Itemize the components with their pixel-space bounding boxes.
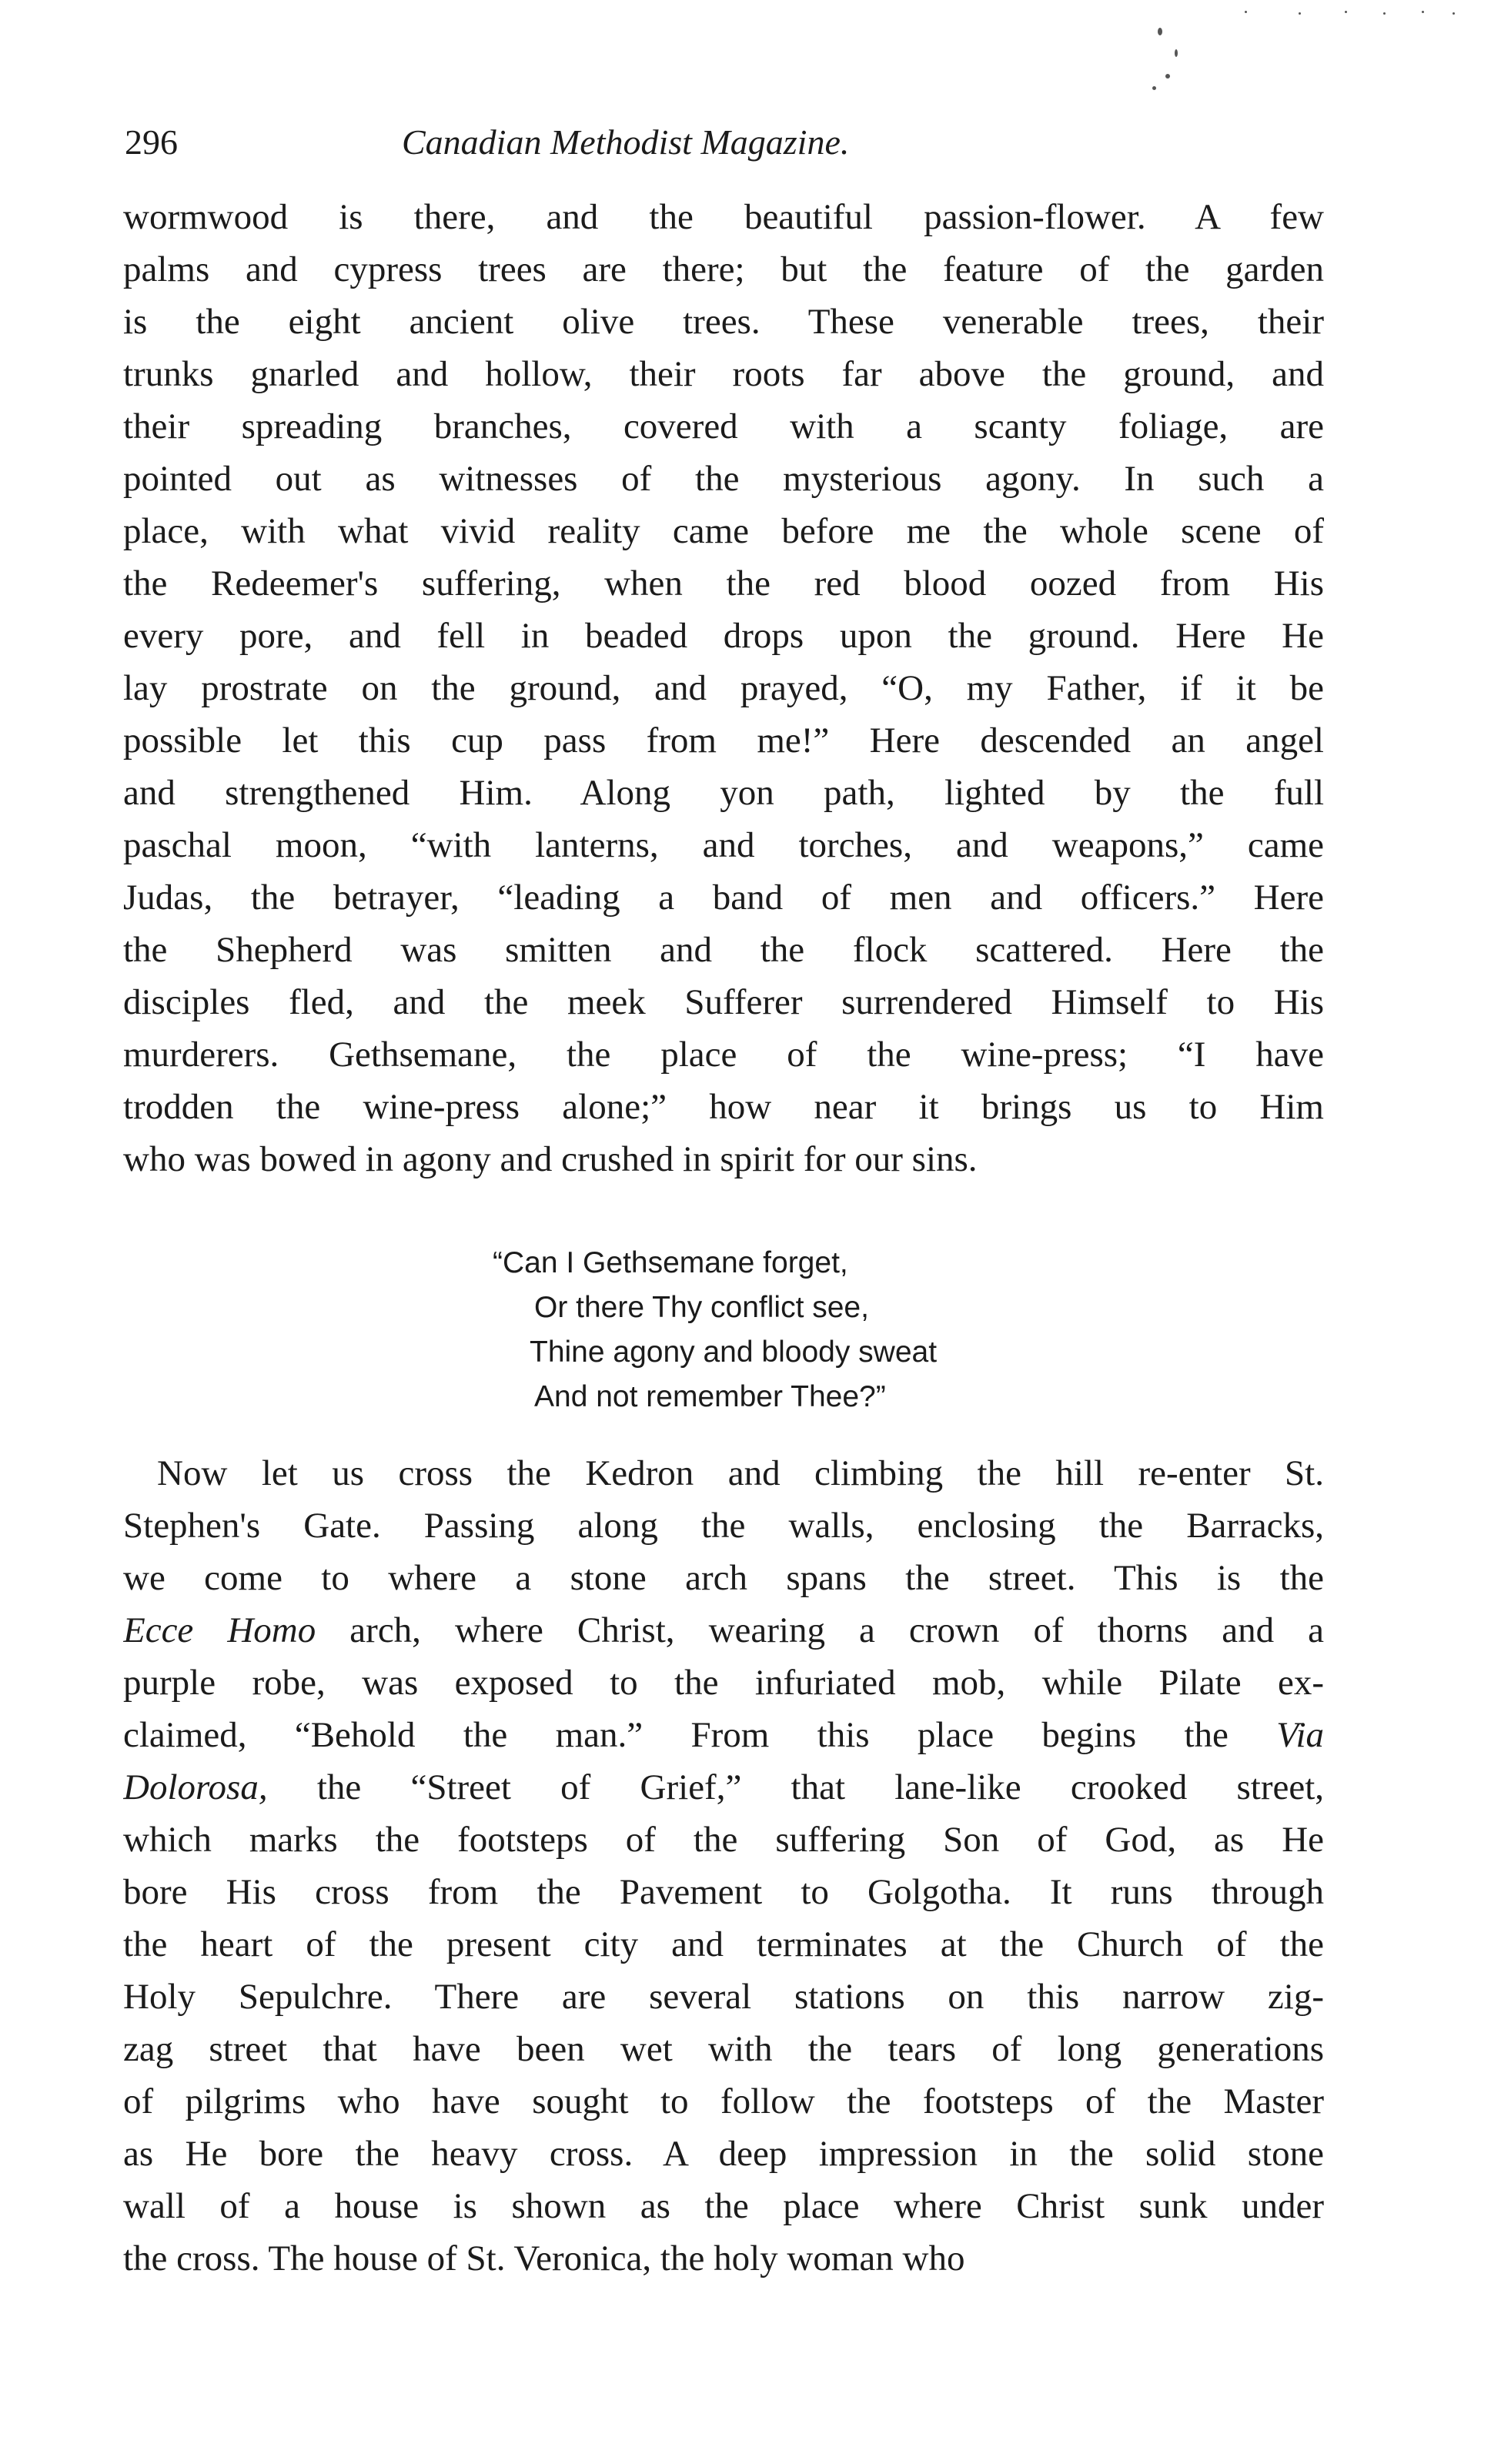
- text-run: the heart of the present city and terminates at the Church of the: [123, 1924, 1324, 1964]
- text-line: the Shepherd was smitten and the flock scattered. Here the: [123, 930, 1324, 970]
- text-line: [123, 1761, 1324, 1814]
- text-run: Now let us cross the Kedron and climbing the hill re-enter St.: [157, 1453, 1324, 1493]
- text-line: [123, 1447, 1324, 1499]
- text-line: Judas, the betrayer, “leading a band of men and officers.” Here: [123, 878, 1324, 918]
- text-line: and strengthened Him. Along yon path, lighted by the full: [123, 773, 1324, 813]
- running-head: [125, 115, 1310, 169]
- text-line: [123, 1552, 1324, 1604]
- magazine-title: Canadian Methodist Magazine.: [402, 122, 850, 162]
- text-line: [123, 2180, 1324, 2232]
- text-line: the Redeemer's suffering, when the red blood oozed from His: [123, 563, 1324, 603]
- text-run: which marks the footsteps of the suffering Son of God, as He: [123, 1820, 1324, 1860]
- text-line: paschal moon, “with lanterns, and torches, and weapons,” came: [123, 825, 1324, 865]
- text-line: [123, 2075, 1324, 2128]
- text-run: purple robe, was exposed to the infuriated mob, while Pilate ex-: [123, 1663, 1324, 1703]
- text-run: as He bore the heavy cross. A deep impression in the solid stone: [123, 2134, 1324, 2174]
- text-line: [123, 1709, 1324, 1761]
- text-line: [123, 1814, 1324, 1866]
- text-line: is the eight ancient olive trees. These venerable trees, their: [123, 302, 1324, 342]
- text-run: of pilgrims who have sought to follow the footsteps of the Master: [123, 2081, 1324, 2121]
- text-line: lay prostrate on the ground, and prayed, “O, my Father, if it be: [123, 668, 1324, 708]
- scan-specks: [1039, 0, 1501, 92]
- text-line: every pore, and fell in beaded drops upon the ground. Here He: [123, 616, 1324, 656]
- verse-line: Thine agony and bloody sweat: [530, 1336, 938, 1369]
- text-line: their spreading branches, covered with a scanty foliage, are: [123, 406, 1324, 446]
- text-line: trunks gnarled and hollow, their roots far above the ground, and: [123, 354, 1324, 394]
- text-line: place, with what vivid reality came before me the whole scene of: [123, 511, 1324, 551]
- page-number: 296: [125, 122, 178, 162]
- text-line: [123, 2023, 1324, 2075]
- text-run: the cross. The house of St. Veronica, the holy woman who: [123, 2238, 965, 2278]
- text-line: wormwood is there, and the beautiful passion-flower. A few: [123, 197, 1324, 237]
- text-line: palms and cypress trees are there; but the feature of the garden: [123, 249, 1324, 289]
- verse-line: “Can I Gethsemane forget,: [493, 1246, 848, 1279]
- italic-phrase: Via: [1276, 1715, 1324, 1755]
- paragraph-gethsemane: [123, 191, 1324, 1185]
- text-line: trodden the wine-press alone;” how near it brings us to Him: [123, 1087, 1324, 1127]
- paragraph-via-dolorosa: [123, 1447, 1324, 2285]
- text-run: wall of a house is shown as the place where Christ sunk under: [123, 2186, 1324, 2226]
- text-line: pointed out as witnesses of the mysterious agony. In such a: [123, 459, 1324, 499]
- text-line: [123, 2128, 1324, 2180]
- italic-phrase: Dolorosa,: [123, 1767, 268, 1807]
- text-line: [123, 1499, 1324, 1552]
- text-line: [123, 1866, 1324, 1918]
- text-run: arch, where Christ, wearing a crown of thorns and a: [316, 1610, 1324, 1650]
- text-line: disciples fled, and the meek Sufferer surrendered Himself to His: [123, 982, 1324, 1022]
- text-run: claimed, “Behold the man.” From this place begins the: [123, 1715, 1277, 1755]
- hymn-verse: [493, 1241, 1078, 1419]
- verse-line: And not remember Thee?”: [534, 1380, 886, 1413]
- text-run: Stephen's Gate. Passing along the walls, enclosing the Barracks,: [123, 1506, 1324, 1546]
- text-line: [123, 1657, 1324, 1709]
- text-run: we come to where a stone arch spans the street. This is the: [123, 1558, 1324, 1598]
- italic-phrase: Ecce Homo: [123, 1610, 316, 1650]
- text-line: [123, 1604, 1324, 1657]
- text-run: zag street that have been wet with the tears of long generations: [123, 2029, 1324, 2069]
- text-line: [123, 1971, 1324, 2023]
- text-line: possible let this cup pass from me!” Here descended an angel: [123, 720, 1324, 761]
- text-line: murderers. Gethsemane, the place of the wine-press; “I have: [123, 1035, 1324, 1075]
- text-line: who was bowed in agony and crushed in spirit for our sins.: [123, 1139, 978, 1179]
- text-run: bore His cross from the Pavement to Golgotha. It runs through: [123, 1872, 1324, 1912]
- text-line: [123, 1918, 1324, 1971]
- text-run: the “Street of Grief,” that lane-like crooked street,: [267, 1767, 1324, 1807]
- text-run: Holy Sepulchre. There are several stations on this narrow zig-: [123, 1977, 1324, 2017]
- verse-line: Or there Thy conflict see,: [534, 1291, 869, 1324]
- text-line: [123, 2232, 1324, 2285]
